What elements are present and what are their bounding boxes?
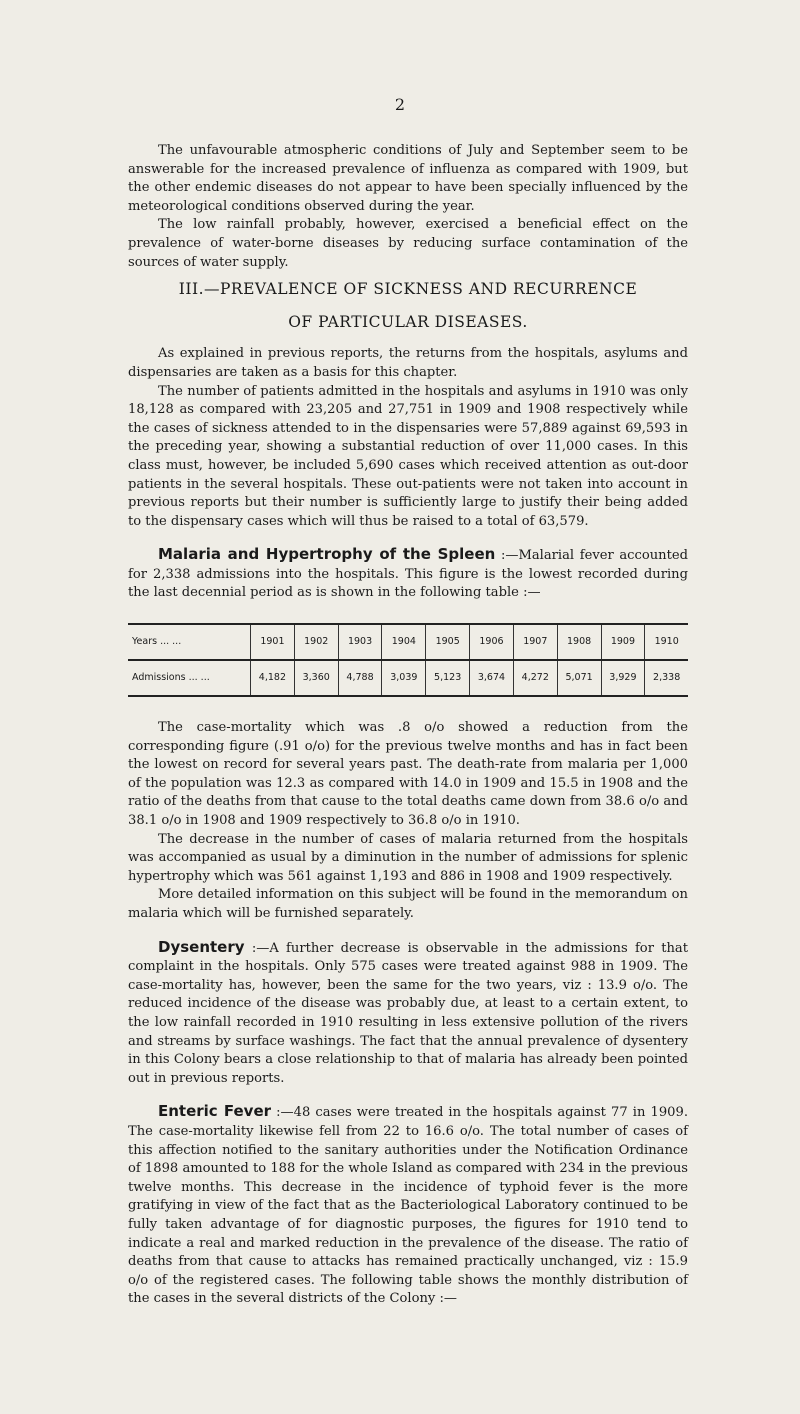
dysentery-lead: Dysentery bbox=[158, 937, 245, 956]
paragraph-dysentery bbox=[128, 938, 688, 1089]
year-cell: 1903 bbox=[338, 624, 382, 660]
section-heading-line2: OF PARTICULAR DISEASES. bbox=[288, 312, 528, 331]
admissions-cell: 4,788 bbox=[338, 660, 382, 696]
paragraph-rainfall: The low rainfall probably, however, exercised a beneficial effect on the prevalence of water-borne diseases by reducing surface contamination of the sources of water supply. bbox=[128, 217, 688, 270]
admissions-cell: 5,123 bbox=[426, 660, 470, 696]
malaria-admissions-table bbox=[128, 623, 688, 697]
admissions-cell: 3,674 bbox=[470, 660, 514, 696]
year-cell: 1905 bbox=[426, 624, 470, 660]
year-cell: 1907 bbox=[513, 624, 557, 660]
admissions-cell: 3,039 bbox=[382, 660, 426, 696]
year-cell: 1908 bbox=[557, 624, 601, 660]
paragraph-malaria bbox=[128, 545, 688, 603]
admissions-cell: 3,929 bbox=[601, 660, 645, 696]
dysentery-text: :—A further decrease is observable in the admissions for that complaint in the hospitals. Only 575 cases were treated against 988 in 1909. The case-mortality has, however, been the same for the two years, viz : 13.9 o/o. The reduced incidence of the disease was probably due, at least to a certain extent, to the low rainfall recorded in 1910 resulting in less extensive pollution of the rivers and streams by surface washings. The fact that the annual prevalence of dysentery in this Colony bears a close relationship to that of malaria has already been pointed out in previous reports. bbox=[128, 940, 688, 1086]
body-text bbox=[128, 142, 688, 1309]
section-heading-line1: III.—PREVALENCE OF SICKNESS AND RECURRENCE bbox=[178, 280, 638, 299]
paragraph-influenza: The unfavourable atmospheric conditions of July and September seem to be answerable for the increased prevalence of influenza as compared with 1909, but the other endemic diseases do not appear to have been specially influenced by the meteorological conditions observed during the year. bbox=[128, 143, 688, 214]
admissions-cell: 4,182 bbox=[251, 660, 295, 696]
row-label-years: Years ... ... bbox=[128, 624, 251, 660]
enteric-text: :—48 cases were treated in the hospitals against 77 in 1909. The case-mortality likewise fell from 22 to 16.6 o/o. The total number of cases of this affection notified to the sanitary authorities under the Notification Ordinance of 1898 amounted to 188 for the whole Island as compared with 234 in the previous twelve months. This decrease in the incidence of typhoid fever is the more gratifying in view of the fact that as the Bacteriological Laboratory continued to be fully taken advantage of for diagnostic purposes, the figures for 1910 tend to indicate a real and marked reduction in the prevalence of the disease. The ratio of deaths from that cause to attacks has remained practically unchanged, viz : 15.9 o/o of the registered cases. The following table shows the monthly distribution of the cases in the several districts of the Colony :— bbox=[128, 1105, 688, 1307]
year-cell: 1909 bbox=[601, 624, 645, 660]
malaria-lead: Malaria and Hypertrophy of the Spleen bbox=[158, 545, 496, 564]
page-number: 2 bbox=[394, 95, 406, 114]
paragraph-patients: The number of patients admitted in the hospitals and asylums in 1910 was only 18,128 as compared with 23,205 and 27,751 in 1909 and 1908 respectively while the cases of sickness attended to in the dispensaries were 57,889 against 69,593 in the preceding year, showing a substantial reduction of over 11,000 cases. In this class must, however, be included 5,690 cases which received attention as out-door patients in the several hospitals. These out-patients were not taken into account in previous reports but their number is sufficiently large to justify their being added to the dispensary cases which will thus be raised to a total of 63,579. bbox=[128, 383, 688, 529]
malaria-text: :—Malarial fever accounted for 2,338 admissions into the hospitals. This figure is the lowest recorded during the last decennial period as is shown in the following table :— bbox=[128, 548, 688, 601]
paragraph-memorandum: More detailed information on this subject will be found in the memorandum on malaria which will be furnished separately. bbox=[128, 887, 688, 921]
paragraph-returns: As explained in previous reports, the returns from the hospitals, asylums and dispensaries are taken as a basis for this chapter. bbox=[128, 346, 688, 380]
paragraph-splenic: The decrease in the number of cases of malaria returned from the hospitals was accompanied as usual by a diminution in the number of admissions for splenic hypertrophy which was 561 against 1,193 and 886 in 1908 and 1909 respectively. bbox=[128, 831, 688, 884]
year-cell: 1904 bbox=[382, 624, 426, 660]
year-cell: 1902 bbox=[294, 624, 338, 660]
enteric-lead: Enteric Fever bbox=[158, 1102, 272, 1121]
table-row-admissions bbox=[128, 660, 688, 696]
admissions-cell: 5,071 bbox=[557, 660, 601, 696]
year-cell: 1910 bbox=[645, 624, 688, 660]
admissions-cell: 2,338 bbox=[645, 660, 688, 696]
year-cell: 1906 bbox=[470, 624, 514, 660]
table-row-years bbox=[128, 624, 688, 660]
admissions-cell: 3,360 bbox=[294, 660, 338, 696]
row-label-admissions: Admissions ... ... bbox=[128, 660, 251, 696]
paragraph-enteric bbox=[128, 1102, 688, 1309]
paragraph-case-mortality: The case-mortality which was .8 o/o showed a reduction from the corresponding figure (.91 o/o) for the previous twelve months and has in fact been the lowest on record for several years past. The death-rate from malaria per 1,000 of the population was 12.3 as compared with 14.0 in 1909 and 15.5 in 1908 and the ratio of the deaths from that cause to the total deaths came down from 38.6 o/o and 38.1 o/o in 1908 and 1909 respectively to 36.8 o/o in 1910. bbox=[128, 720, 688, 829]
year-cell: 1901 bbox=[251, 624, 295, 660]
admissions-cell: 4,272 bbox=[513, 660, 557, 696]
